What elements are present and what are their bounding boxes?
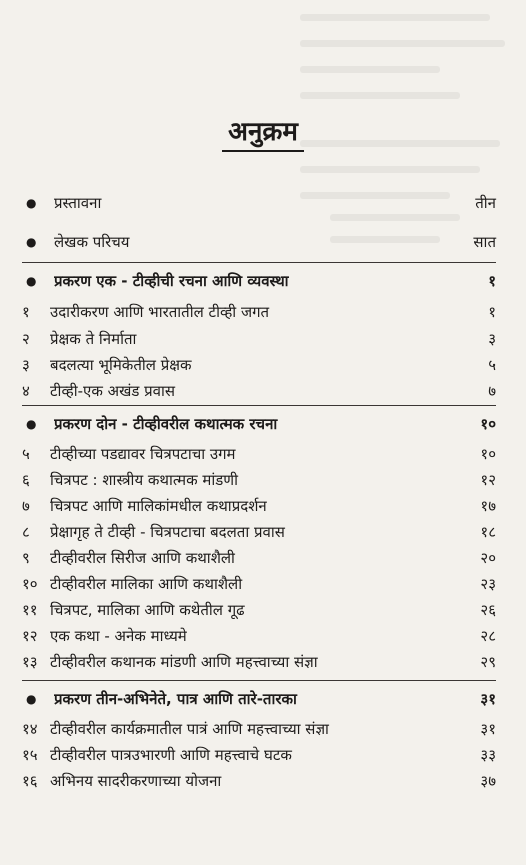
- bullet-icon: ●: [26, 235, 37, 249]
- toc-row-11[interactable]: ११ चित्रपट, मालिका आणि कथेतील गूढ २६: [22, 601, 496, 619]
- bullet-icon: ●: [26, 274, 37, 288]
- toc-row-15[interactable]: १५ टीव्हीवरील पात्रउभारणी आणि महत्त्वाचे घटक ३३: [22, 746, 496, 764]
- toc-row-author-intro[interactable]: ● लेखक परिचय सात: [22, 230, 496, 254]
- toc-row-7[interactable]: ७ चित्रपट आणि मालिकांमधील कथाप्रदर्शन १७: [22, 497, 496, 515]
- bullet-icon: ●: [26, 196, 37, 210]
- toc-row-1[interactable]: १ उदारीकरण आणि भारतातील टीव्ही जगत १: [22, 303, 496, 321]
- toc-heading: अनुक्रम: [0, 116, 526, 152]
- bullet-icon: ●: [26, 692, 37, 706]
- section-heading-1[interactable]: ● प्रकरण एक - टीव्हीची रचना आणि व्यवस्था १: [22, 269, 496, 293]
- toc-row-14[interactable]: १४ टीव्हीवरील कार्यक्रमातील पात्रं आणि महत्त्वाच्या संज्ञा ३१: [22, 720, 496, 738]
- toc-row-5[interactable]: ५ टीव्हीच्या पडद्यावर चित्रपटाचा उगम १०: [22, 445, 496, 463]
- toc-row-4[interactable]: ४ टीव्ही-एक अखंड प्रवास ७: [22, 382, 496, 400]
- toc-row-3[interactable]: ३ बदलत्या भूमिकेतील प्रेक्षक ५: [22, 356, 496, 374]
- toc-row-6[interactable]: ६ चित्रपट : शास्त्रीय कथात्मक मांडणी १२: [22, 471, 496, 489]
- toc-row-13[interactable]: १३ टीव्हीवरील कथानक मांडणी आणि महत्त्वाच्या संज्ञा २९: [22, 653, 496, 671]
- toc-row-preface[interactable]: ● प्रस्तावना तीन: [22, 191, 496, 215]
- section-divider: [22, 405, 496, 406]
- toc-row-16[interactable]: १६ अभिनय सादरीकरणाच्या योजना ३७: [22, 772, 496, 790]
- toc-row-2[interactable]: २ प्रेक्षक ते निर्माता ३: [22, 330, 496, 348]
- toc-row-9[interactable]: ९ टीव्हीवरील सिरीज आणि कथाशैली २०: [22, 549, 496, 567]
- section-divider: [22, 262, 496, 263]
- section-heading-3[interactable]: ● प्रकरण तीन-अभिनेते, पात्र आणि तारे-तारका ३१: [22, 687, 496, 711]
- bullet-icon: ●: [26, 417, 37, 431]
- toc-row-10[interactable]: १० टीव्हीवरील मालिका आणि कथाशैली २३: [22, 575, 496, 593]
- toc-row-8[interactable]: ८ प्रेक्षागृह ते टीव्ही - चित्रपटाचा बदलता प्रवास १८: [22, 523, 496, 541]
- toc-row-12[interactable]: १२ एक कथा - अनेक माध्यमे २८: [22, 627, 496, 645]
- section-divider: [22, 680, 496, 681]
- section-heading-2[interactable]: ● प्रकरण दोन - टीव्हीवरील कथात्मक रचना १०: [22, 412, 496, 436]
